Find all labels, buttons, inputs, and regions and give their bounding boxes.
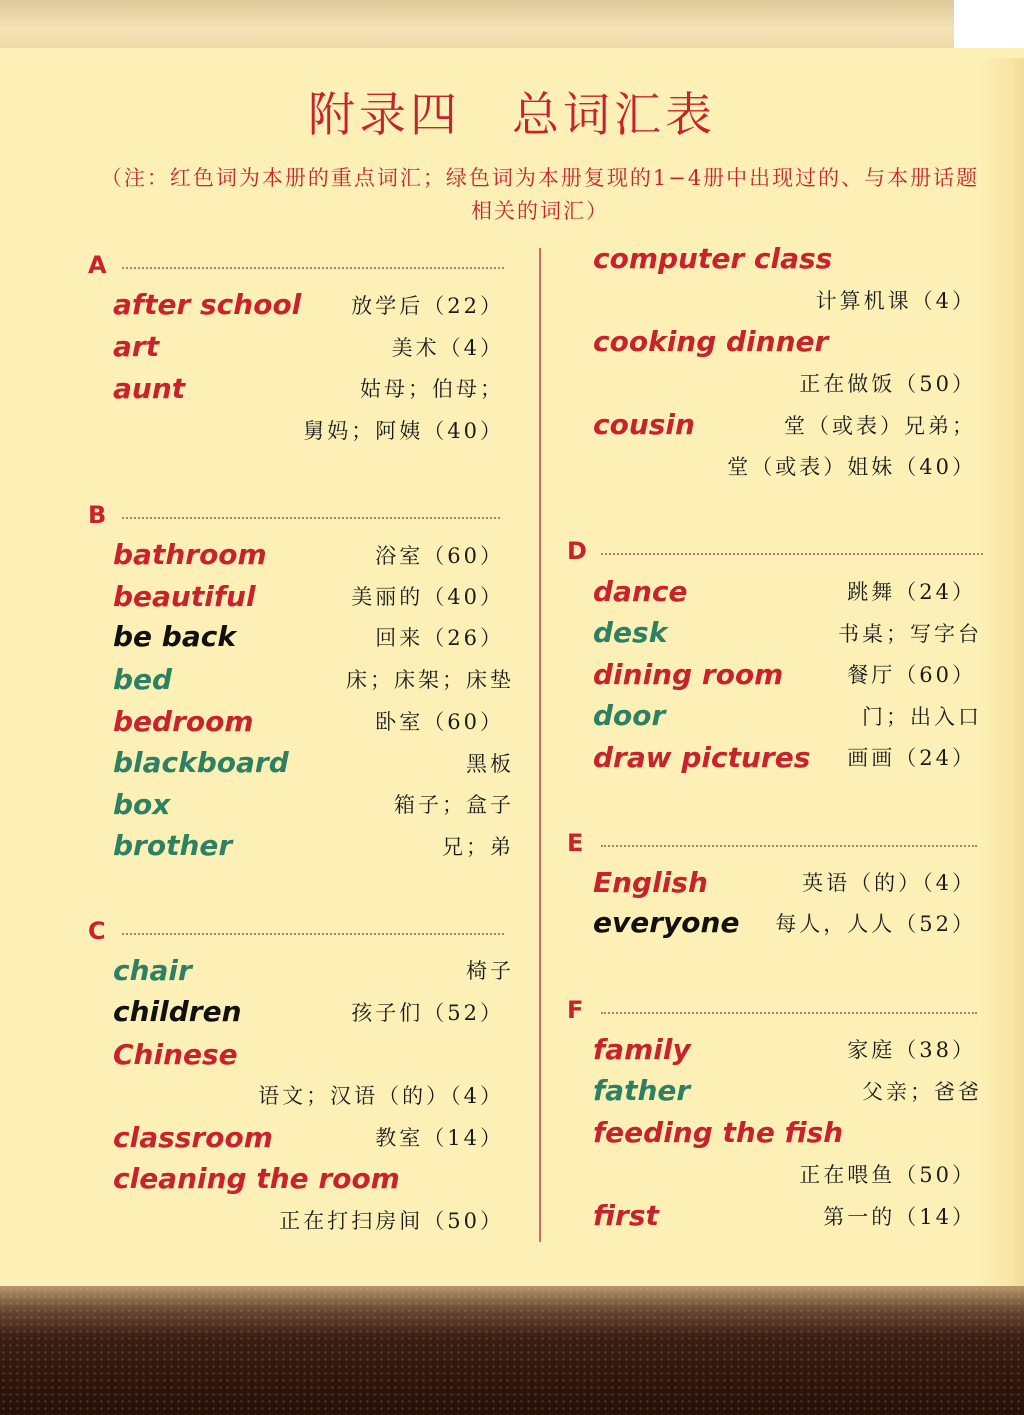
vocab-word: desk <box>593 616 668 649</box>
legend-note: （注：红色词为本册的重点词汇；绿色词为本册复现的1−4册中出现过的、与本册话题相关的词汇） <box>100 166 980 223</box>
section-letter-a: A <box>88 251 107 279</box>
vocab-word: Chinese <box>113 1038 238 1071</box>
section-letter-b: B <box>88 501 107 529</box>
vocab-meaning: 兄；弟 <box>442 835 514 859</box>
vocab-word: chair <box>113 954 192 987</box>
vocab-meaning: 放学后（22） <box>351 294 504 318</box>
vocab-word: blackboard <box>113 746 289 779</box>
vocab-word: brother <box>113 829 233 862</box>
vocab-meaning: 画画（24） <box>847 746 976 770</box>
vocab-meaning: 卧室（60） <box>375 710 504 734</box>
vocab-meaning: 教室（14） <box>375 1126 504 1150</box>
vocab-meaning: 回来（26） <box>375 626 504 650</box>
vocab-word: father <box>593 1074 691 1107</box>
vocab-meaning: 浴室（60） <box>375 544 504 568</box>
section-header-f <box>567 996 977 1026</box>
dotted-rule <box>122 517 500 519</box>
section-header-a <box>88 251 504 281</box>
vocab-meaning: 第一的（14） <box>823 1205 976 1229</box>
vocab-meaning: 英语（的）（4） <box>802 871 976 895</box>
section-header-e <box>567 829 977 859</box>
vocab-word: bed <box>113 663 173 696</box>
vocab-meaning: 黑板 <box>466 752 514 776</box>
vocab-meaning: 门；出入口 <box>862 705 982 729</box>
vocab-meaning: 孩子们（52） <box>351 1001 504 1025</box>
vocab-meaning: 正在喂鱼（50） <box>799 1163 976 1187</box>
vocab-meaning-cont: 堂（或表）姐妹（40） <box>727 455 976 479</box>
vocab-meaning: 姑母；伯母； <box>360 377 504 401</box>
vocab-word: everyone <box>593 906 740 939</box>
vocab-word: art <box>113 330 160 363</box>
vocab-word: dance <box>593 575 688 608</box>
vocab-word: children <box>113 995 242 1028</box>
section-letter-d: D <box>567 537 587 565</box>
page-edge-shadow <box>978 58 1024 1288</box>
section-header-d <box>567 537 983 567</box>
vocab-meaning: 计算机课（4） <box>815 289 976 313</box>
column-divider <box>539 248 541 1242</box>
vocab-meaning: 父亲；爸爸 <box>862 1080 982 1104</box>
vocab-word: draw pictures <box>593 741 811 774</box>
dotted-rule <box>601 1012 977 1014</box>
vocab-meaning: 箱子；盒子 <box>394 793 514 817</box>
vocab-meaning: 正在做饭（50） <box>799 372 976 396</box>
page-title: 附录四 总词汇表 <box>308 88 716 143</box>
section-header-c <box>88 917 504 947</box>
vocab-meaning: 正在打扫房间（50） <box>279 1209 504 1233</box>
top-paper-edge <box>0 0 954 48</box>
vocab-word: family <box>593 1033 691 1066</box>
bottom-wood-band <box>0 1286 1024 1415</box>
vocab-word: classroom <box>113 1121 273 1154</box>
vocab-word: after school <box>113 288 302 321</box>
vocab-word: aunt <box>113 372 186 405</box>
dotted-rule <box>601 845 977 847</box>
vocab-meaning: 美术（4） <box>391 336 504 360</box>
vocab-word: door <box>593 699 666 732</box>
vocab-meaning: 餐厅（60） <box>847 663 976 687</box>
vocab-word: cleaning the room <box>113 1162 400 1195</box>
vocab-word: cooking dinner <box>593 325 829 358</box>
vocab-word: computer class <box>593 242 833 275</box>
vocab-word: English <box>593 866 708 899</box>
vocab-word: bathroom <box>113 538 267 571</box>
section-letter-f: F <box>567 996 584 1024</box>
vocab-word: bedroom <box>113 705 254 738</box>
vocab-word: feeding the fish <box>593 1116 844 1149</box>
section-letter-c: C <box>88 917 106 945</box>
dotted-rule <box>601 553 983 555</box>
vocab-word: beautiful <box>113 580 256 613</box>
vocab-meaning: 美丽的（40） <box>351 585 504 609</box>
section-letter-e: E <box>567 829 584 857</box>
dotted-rule <box>122 267 504 269</box>
vocab-word: first <box>593 1199 659 1232</box>
vocab-meaning: 椅子 <box>466 959 514 983</box>
vocab-meaning: 书桌；写字台 <box>838 622 982 646</box>
vocab-meaning: 家庭（38） <box>847 1038 976 1062</box>
vocab-meaning-cont: 舅妈；阿姨（40） <box>303 419 504 443</box>
dotted-rule <box>122 933 504 935</box>
vocab-meaning: 语文；汉语（的）（4） <box>258 1084 504 1108</box>
vocab-meaning: 床；床架；床垫 <box>346 668 514 692</box>
vocab-word: box <box>113 788 171 821</box>
vocab-meaning: 跳舞（24） <box>847 580 976 604</box>
vocab-meaning: 每人，人人（52） <box>775 912 976 936</box>
vocab-word: be back <box>113 620 236 653</box>
vocab-word: cousin <box>593 408 695 441</box>
vocab-meaning: 堂（或表）兄弟； <box>784 414 976 438</box>
section-header-b <box>88 501 500 531</box>
vocab-word: dining room <box>593 658 784 691</box>
